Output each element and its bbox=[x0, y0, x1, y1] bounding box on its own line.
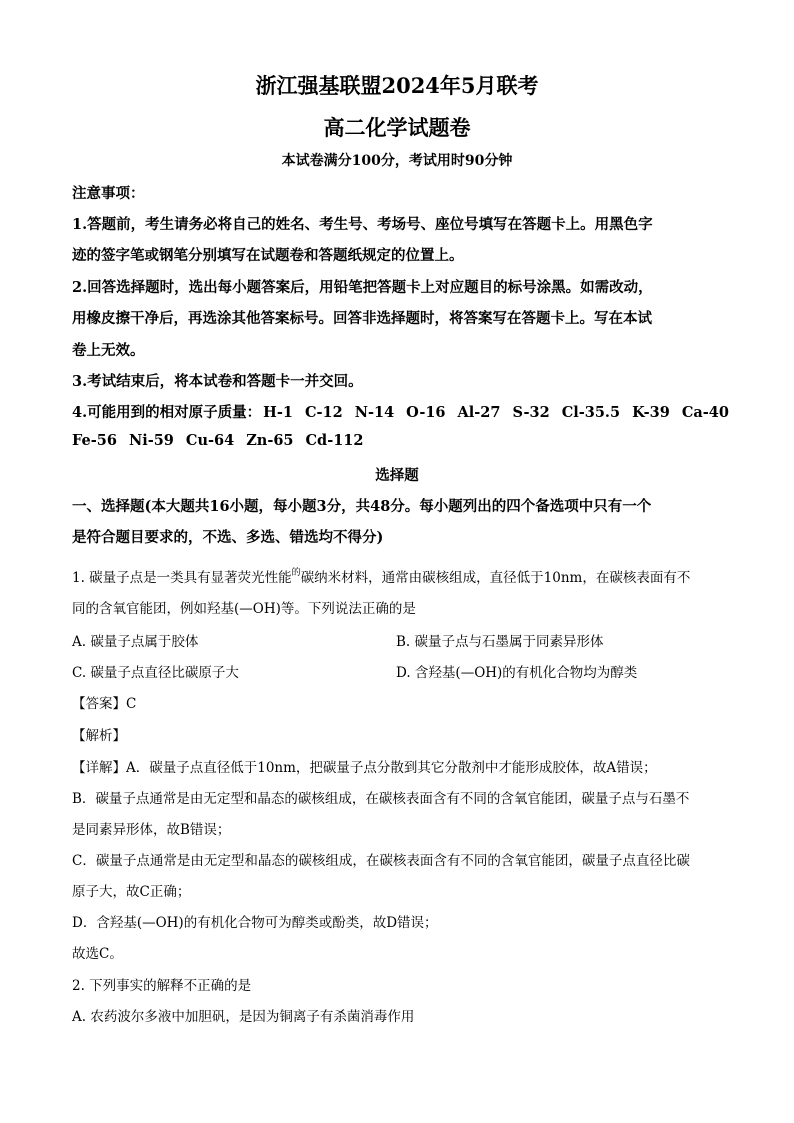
atomic-mass-row-1 bbox=[72, 401, 741, 422]
atomic-mass-row-2 bbox=[72, 432, 375, 449]
q1-stem-line-2: 同的含氧官能团，例如羟基(—OH)等。下列说法正确的是 bbox=[72, 601, 416, 617]
q1-detail-2: B．碳量子点通常是由无定型和晶态的碳核组成，在碳核表面含有不同的含氧官能团，碳量子点与石墨不 bbox=[72, 791, 690, 807]
notes-line-1: 1.答题前，考生请务必将自己的姓名、考生号、考场号、座位号填写在答题卡上。用黑色字 bbox=[72, 216, 653, 233]
atomic-mass-item: Ca-40 bbox=[681, 404, 729, 421]
notes-line-6: 3.考试结束后，将本试卷和答题卡一并交回。 bbox=[72, 373, 363, 390]
atomic-mass-item: N-14 bbox=[354, 404, 395, 421]
atomic-mass-item: C-12 bbox=[304, 404, 343, 421]
notes-line-4: 用橡皮擦干净后，再选涂其他答案标号。回答非选择题时，将答案写在答题卡上。写在本试 bbox=[72, 310, 652, 327]
exam-subtitle: 高二化学试题卷 bbox=[323, 115, 471, 140]
section-instruction-1: 一、选择题(本大题共16小题，每小题3分，共48分。每小题列出的四个备选项中只有一个 bbox=[72, 498, 652, 515]
section-title: 选择题 bbox=[375, 467, 419, 484]
q1-detail-5: 原子大，故C正确； bbox=[72, 884, 191, 900]
exam-info: 本试卷满分100分，考试用时90分钟 bbox=[281, 153, 513, 169]
atomic-mass-item: Cl-35.5 bbox=[561, 404, 621, 421]
atomic-mass-item: Al-27 bbox=[457, 404, 501, 421]
notes-heading: 注意事项： bbox=[72, 185, 145, 202]
notes-line-3: 2.回答选择题时，选出每小题答案后，用铅笔把答题卡上对应题目的标号涂黑。如需改动， bbox=[72, 279, 653, 296]
q1-conclusion: 故选C。 bbox=[72, 946, 123, 962]
q1-detail-1: 【详解】A．碳量子点直径低于10nm，把碳量子点分散到其它分散剂中才能形成胶体，故A错误； bbox=[72, 760, 657, 776]
q2-stem: 2. 下列事实的解释不正确的是 bbox=[72, 978, 252, 994]
atomic-label: 4.可能用到的相对原子质量： bbox=[72, 404, 262, 421]
q1-stem-part: 碳纳米材料，通常由碳核组成，直径低于10nm，在碳核表面有不 bbox=[300, 570, 691, 586]
q1-detail-6: D．含羟基(—OH)的有机化合物可为醇类或酚类，故D错误； bbox=[72, 915, 438, 931]
atomic-mass-item: Zn-65 bbox=[246, 432, 294, 449]
q1-option-d: D. 含羟基(—OH)的有机化合物均为醇类 bbox=[396, 665, 638, 681]
atomic-mass-item: Ni-59 bbox=[128, 432, 174, 449]
notes-line-5: 卷上无效。 bbox=[72, 342, 145, 359]
q1-stem-part: 1. 碳量子点是一类具有显著荧光性能 bbox=[72, 570, 292, 586]
q1-detail-4: C．碳量子点通常是由无定型和晶态的碳核组成，在碳核表面含有不同的含氧官能团，碳量子点直径比碳 bbox=[72, 853, 690, 869]
atomic-mass-item: O-16 bbox=[406, 404, 446, 421]
atomic-mass-item: Cd-112 bbox=[305, 432, 364, 449]
q1-option-b: B. 碳量子点与石墨属于同素异形体 bbox=[396, 634, 604, 650]
q1-stem-line-1 bbox=[72, 565, 690, 586]
q2-option-a: A. 农药波尔多液中加胆矾，是因为铜离子有杀菌消毒作用 bbox=[72, 1009, 415, 1025]
section-instruction-2: 是符合题目要求的，不选、多选、错选均不得分) bbox=[72, 529, 384, 546]
q1-answer: 【答案】C bbox=[72, 696, 137, 712]
notes-line-2: 迹的签字笔或钢笔分别填写在试题卷和答题纸规定的位置上。 bbox=[72, 247, 464, 264]
q1-stem-superscript: 的 bbox=[291, 568, 301, 578]
q1-option-c: C. 碳量子点直径比碳原子大 bbox=[72, 665, 239, 681]
atomic-mass-item: K-39 bbox=[632, 404, 670, 421]
atomic-mass-item: H-1 bbox=[263, 404, 293, 421]
q1-option-a: A. 碳量子点属于胶体 bbox=[72, 634, 199, 650]
atomic-mass-item: S-32 bbox=[512, 404, 550, 421]
q1-detail-3: 是同素异形体，故B错误； bbox=[72, 822, 231, 838]
atomic-mass-item: Cu-64 bbox=[185, 432, 235, 449]
atomic-mass-item: Fe-56 bbox=[72, 432, 117, 449]
exam-title: 浙江强基联盟2024年5月联考 bbox=[255, 73, 539, 98]
q1-analysis-label: 【解析】 bbox=[72, 728, 126, 744]
